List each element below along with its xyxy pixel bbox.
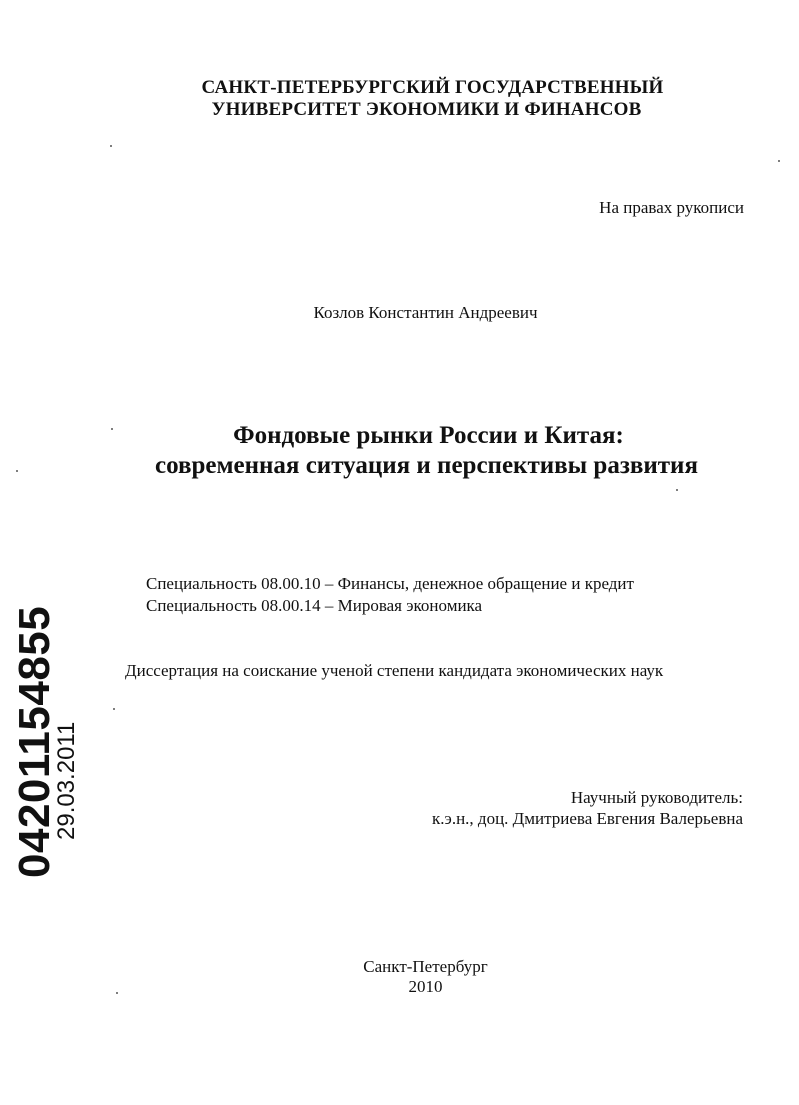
scan-speck [676,489,678,491]
scan-speck [110,145,112,147]
specialty-line-2: Специальность 08.00.14 – Мировая экономика [146,596,483,615]
footer-year: 2010 [408,977,443,996]
university-name-line-2: УНИВЕРСИТЕТ ЭКОНОМИКИ И ФИНАНСОВ [211,99,642,120]
manuscript-note: На правах рукописи [599,198,744,217]
supervisor-name: к.э.н., доц. Дмитриева Евгения Валерьевна [432,809,743,828]
university-name-line-1: САНКТ-ПЕТЕРБУРГСКИЙ ГОСУДАРСТВЕННЫЙ [201,77,664,98]
library-stamp-date: 29.03.2011 [53,721,80,840]
footer-city: Санкт-Петербург [363,957,488,976]
dissertation-title-line-1: Фондовые рынки России и Китая: [233,422,624,449]
author-name: Козлов Константин Андреевич [313,303,538,322]
degree-statement: Диссертация на соискание ученой степени кандидата экономических наук [125,661,664,680]
scan-speck [116,992,118,994]
scan-speck [778,160,780,162]
scan-speck [111,428,113,430]
dissertation-title-line-2: современная ситуация и перспективы развития [155,452,698,479]
specialty-line-1: Специальность 08.00.10 – Финансы, денежное обращение и кредит [146,574,634,593]
library-stamp-number: 04201154855 [10,605,59,878]
supervisor-label: Научный руководитель: [570,788,743,807]
scan-speck [16,470,18,472]
scan-speck [113,708,115,710]
